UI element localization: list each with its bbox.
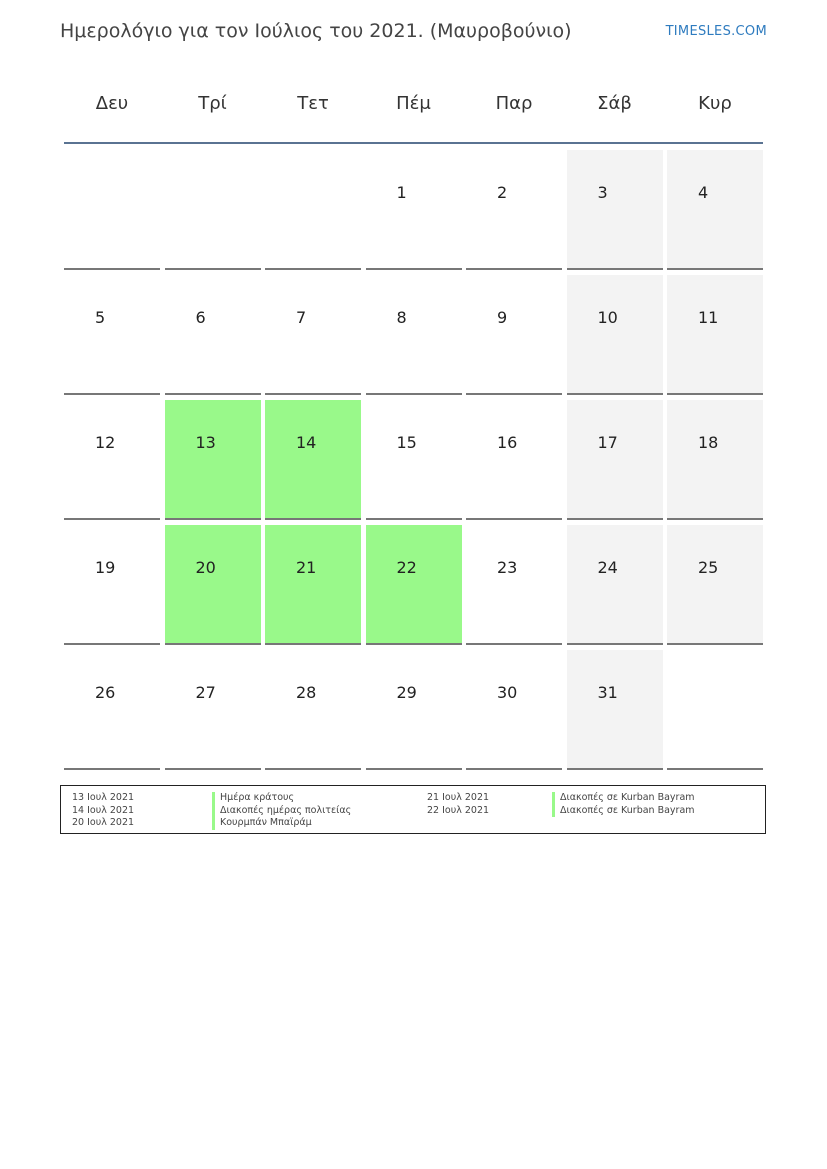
legend-date: 14 Ιουλ 2021: [72, 804, 135, 816]
day-cell: [165, 400, 261, 520]
legend-date: 21 Ιουλ 2021: [427, 792, 490, 803]
day-number: 19: [95, 558, 116, 577]
legend-dates-right: [427, 792, 489, 817]
day-cell: [265, 650, 361, 770]
day-number: 8: [396, 308, 407, 327]
page-title: Ημερολόγιο για τον Ιούλιος του 2021. (Μαυροβούνιο): [60, 20, 572, 42]
legend-holiday-name: Ημέρα κράτους: [212, 792, 351, 805]
day-number: 22: [396, 558, 417, 577]
day-cell: [366, 525, 462, 645]
day-cell: [466, 650, 562, 770]
day-cell: [64, 275, 160, 395]
day-number: 1: [396, 183, 407, 202]
legend-date: 20 Ιουλ 2021: [72, 817, 135, 828]
day-cell: [64, 650, 160, 770]
day-number: 23: [497, 558, 518, 577]
day-cell: [366, 400, 462, 520]
day-number: 25: [698, 558, 719, 577]
weekday-tue: Τρί: [198, 93, 227, 114]
legend-holiday-name: Διακοπές σε Kurban Bayram: [552, 792, 695, 805]
day-cell: [667, 275, 763, 395]
day-cell: [567, 525, 663, 645]
day-number: 9: [497, 308, 508, 327]
day-number: 5: [95, 308, 106, 327]
day-number: 21: [296, 558, 317, 577]
day-cell: [265, 525, 361, 645]
day-number: 24: [597, 558, 618, 577]
day-cell: [567, 650, 663, 770]
holiday-legend: [60, 785, 766, 834]
weekday-sun: Κυρ: [698, 93, 732, 114]
day-cell: [265, 275, 361, 395]
day-number: 18: [698, 433, 719, 452]
day-number: 10: [597, 308, 618, 327]
day-number: 14: [296, 433, 317, 452]
day-cell: [165, 650, 261, 770]
day-number: 28: [296, 683, 317, 702]
weekday-sat: Σάβ: [597, 93, 632, 114]
day-number: 15: [396, 433, 417, 452]
day-cell: [567, 150, 663, 270]
day-cell: [165, 525, 261, 645]
day-number: 27: [195, 683, 216, 702]
legend-names-left: [212, 792, 351, 830]
empty-day-cell: [667, 650, 763, 770]
day-number: 2: [497, 183, 508, 202]
day-cell: [466, 275, 562, 395]
day-cell: [366, 150, 462, 270]
day-number: 7: [296, 308, 307, 327]
legend-holiday-name: Κουρμπάν Μπαϊράμ: [212, 817, 351, 830]
day-number: 26: [95, 683, 116, 702]
day-cell: [567, 275, 663, 395]
day-cell: [466, 400, 562, 520]
day-cell: [366, 275, 462, 395]
day-cell: [667, 150, 763, 270]
day-cell: [366, 650, 462, 770]
day-cell: [165, 275, 261, 395]
day-cell: [64, 525, 160, 645]
day-cell: [466, 150, 562, 270]
day-number: 6: [195, 308, 206, 327]
empty-day-cell: [64, 150, 160, 270]
weekday-thu: Πέμ: [396, 93, 431, 114]
day-cell: [567, 400, 663, 520]
day-cell: [265, 400, 361, 520]
legend-date: 22 Ιουλ 2021: [427, 804, 490, 816]
day-number: 13: [195, 433, 216, 452]
day-number: 29: [396, 683, 417, 702]
day-number: 31: [597, 683, 618, 702]
day-cell: [667, 400, 763, 520]
empty-day-cell: [165, 150, 261, 270]
day-number: 3: [597, 183, 608, 202]
day-number: 4: [698, 183, 709, 202]
legend-names-right: [552, 792, 695, 817]
day-number: 17: [597, 433, 618, 452]
day-cell: [64, 400, 160, 520]
day-number: 12: [95, 433, 116, 452]
legend-date: 13 Ιουλ 2021: [72, 792, 135, 803]
weekday-wed: Τετ: [297, 93, 329, 114]
day-number: 30: [497, 683, 518, 702]
legend-holiday-name: Διακοπές ημέρας πολιτείας: [212, 805, 351, 818]
day-number: 20: [195, 558, 216, 577]
day-number: 16: [497, 433, 518, 452]
day-number: 11: [698, 308, 719, 327]
empty-day-cell: [265, 150, 361, 270]
calendar-grid: [64, 150, 763, 770]
weekday-mon: Δευ: [95, 93, 129, 114]
weekday-fri: Παρ: [495, 93, 533, 114]
weekday-header: [64, 80, 763, 130]
day-cell: [466, 525, 562, 645]
legend-dates-left: [72, 792, 134, 830]
header-divider: [64, 142, 763, 144]
brand-link[interactable]: TIMESLES.COM: [665, 24, 767, 39]
legend-holiday-name: Διακοπές σε Kurban Bayram: [552, 805, 695, 818]
day-cell: [667, 525, 763, 645]
